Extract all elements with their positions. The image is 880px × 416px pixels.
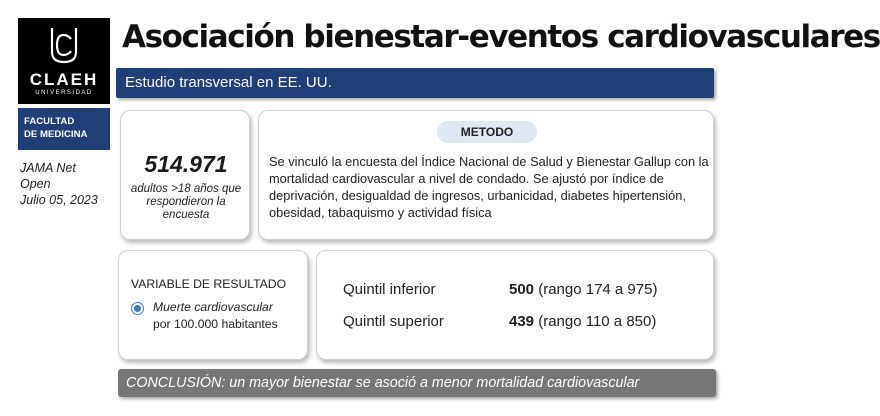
conclusion-bar: CONCLUSIÓN: un mayor bienestar se asoció a menor mortalidad cardiovascular bbox=[118, 369, 716, 397]
quintile-range: (rango 174 a 975) bbox=[534, 281, 658, 298]
logo-name: CLAEH bbox=[29, 70, 99, 89]
participants-count: 514.971 bbox=[144, 151, 228, 177]
page-title: Asociación bienestar-eventos cardiovasculares bbox=[122, 19, 880, 55]
quintile-label: Quintil inferior bbox=[343, 281, 436, 298]
journal-line-2: Open bbox=[20, 177, 51, 191]
outcome-variable-card bbox=[118, 250, 308, 360]
journal-line-1: JAMA Net bbox=[20, 161, 76, 175]
outcome-variable-option bbox=[153, 299, 303, 333]
method-text: Se vinculó la encuesta del Índice Nacional de Salud y Bienestar Gallup con la mortalidad cardiovascular a nivel de condado. Se ajustó por índice de deprivación, desigualdad de ingresos, urbanicidad, diabetes hipertensión, obesidad, tabaquismo y actividad física bbox=[269, 154, 709, 220]
logo-subname: UNIVERSIDAD bbox=[35, 90, 93, 96]
quintile-value bbox=[509, 313, 656, 330]
outcome-option-line-1: Muerte cardiovascular bbox=[153, 300, 273, 314]
quintile-range: (rango 110 a 850) bbox=[534, 313, 657, 330]
quintile-results-card bbox=[316, 250, 714, 360]
journal-citation bbox=[20, 160, 110, 208]
outcome-option-line-2: por 100.000 habitantes bbox=[153, 317, 278, 331]
faculty-line-1: FACULTAD bbox=[24, 116, 75, 127]
method-card bbox=[258, 110, 714, 240]
quintile-rate: 439 bbox=[509, 313, 535, 330]
faculty-logo bbox=[18, 108, 110, 150]
quintile-label: Quintil superior bbox=[343, 313, 444, 330]
quintile-rate: 500 bbox=[509, 281, 535, 298]
method-label: METODO bbox=[437, 121, 537, 143]
study-type-bar: Estudio transversal en EE. UU. bbox=[116, 68, 714, 98]
participants-description: adultos >18 años que respondieron la encuesta bbox=[130, 183, 242, 221]
faculty-line-2: DE MEDICINA bbox=[24, 129, 88, 140]
uc-monogram-icon bbox=[42, 22, 86, 68]
journal-line-3: Julio 05, 2023 bbox=[20, 193, 98, 207]
claeh-logo bbox=[18, 18, 110, 104]
participants-card bbox=[120, 110, 250, 240]
radio-bullet-icon bbox=[131, 302, 144, 315]
outcome-variable-title: VARIABLE DE RESULTADO bbox=[131, 277, 287, 291]
quintile-value bbox=[509, 281, 657, 298]
